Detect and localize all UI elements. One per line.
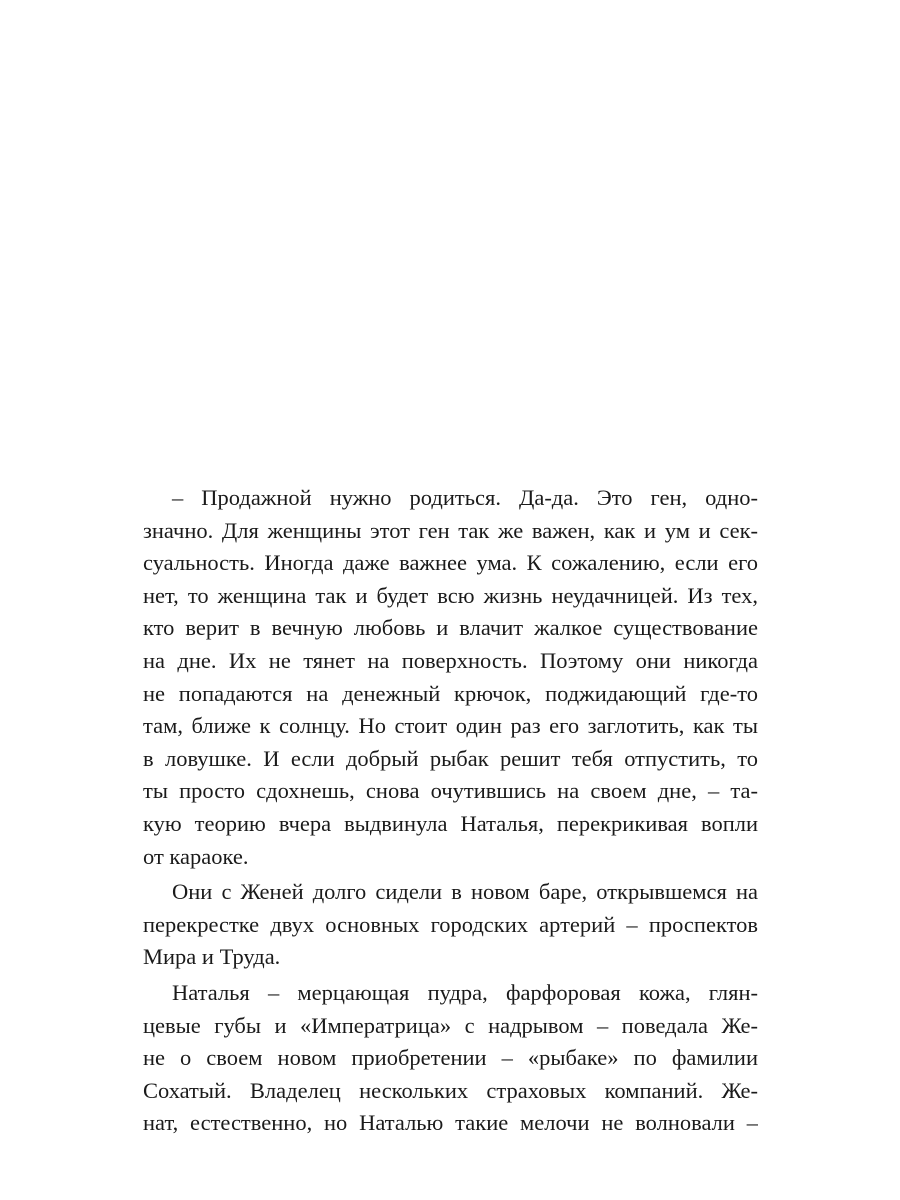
text-line: от караоке. <box>143 843 249 869</box>
paragraph <box>143 876 758 974</box>
text-line: значно. Для женщины этот ген так же важен, как и ум и сек- <box>143 517 758 543</box>
text-line: не о своем новом приобретении – «рыбаке» по фамилии <box>143 1045 758 1071</box>
text-line: кто верит в вечную любовь и влачит жалкое существование <box>143 615 758 641</box>
text-line: суальность. Иногда даже важнее ума. К сожалению, если его <box>143 550 758 576</box>
text-line: в ловушке. И если добрый рыбак решит тебя отпустить, то <box>143 745 758 771</box>
text-line: кую теорию вчера выдвинула Наталья, перекрикивая вопли <box>143 810 758 836</box>
text-line: Сохатый. Владелец нескольких страховых компаний. Же- <box>143 1077 758 1103</box>
paragraph <box>143 977 758 1140</box>
text-line: нат, естественно, но Наталью такие мелочи не волновали – <box>143 1110 758 1136</box>
text-line: не попадаются на денежный крючок, поджидающий где-то <box>143 680 758 706</box>
paragraph <box>143 482 758 873</box>
text-line: ты просто сдохнешь, снова очутившись на своем дне, – та- <box>143 778 758 804</box>
text-line: – Продажной нужно родиться. Да-да. Это ген, одно- <box>172 485 758 510</box>
text-line: Наталья – мерцающая пудра, фарфоровая кожа, глян- <box>172 979 758 1005</box>
text-line: на дне. Их не тянет на поверхность. Поэтому они никогда <box>143 647 758 673</box>
text-line: Они с Женей долго сидели в новом баре, открывшемся на <box>172 879 758 905</box>
text-line: цевые губы и «Императрица» с надрывом – поведала Же- <box>143 1012 758 1038</box>
text-line: нет, то женщина так и будет всю жизнь неудачницей. Из тех, <box>143 582 758 608</box>
text-line: Мира и Труда. <box>143 944 281 970</box>
text-line: там, ближе к солнцу. Но стоит один раз его заглотить, как ты <box>143 713 758 739</box>
text-line: перекрестке двух основных городских артерий – проспектов <box>143 911 758 937</box>
body-text <box>143 482 758 1140</box>
